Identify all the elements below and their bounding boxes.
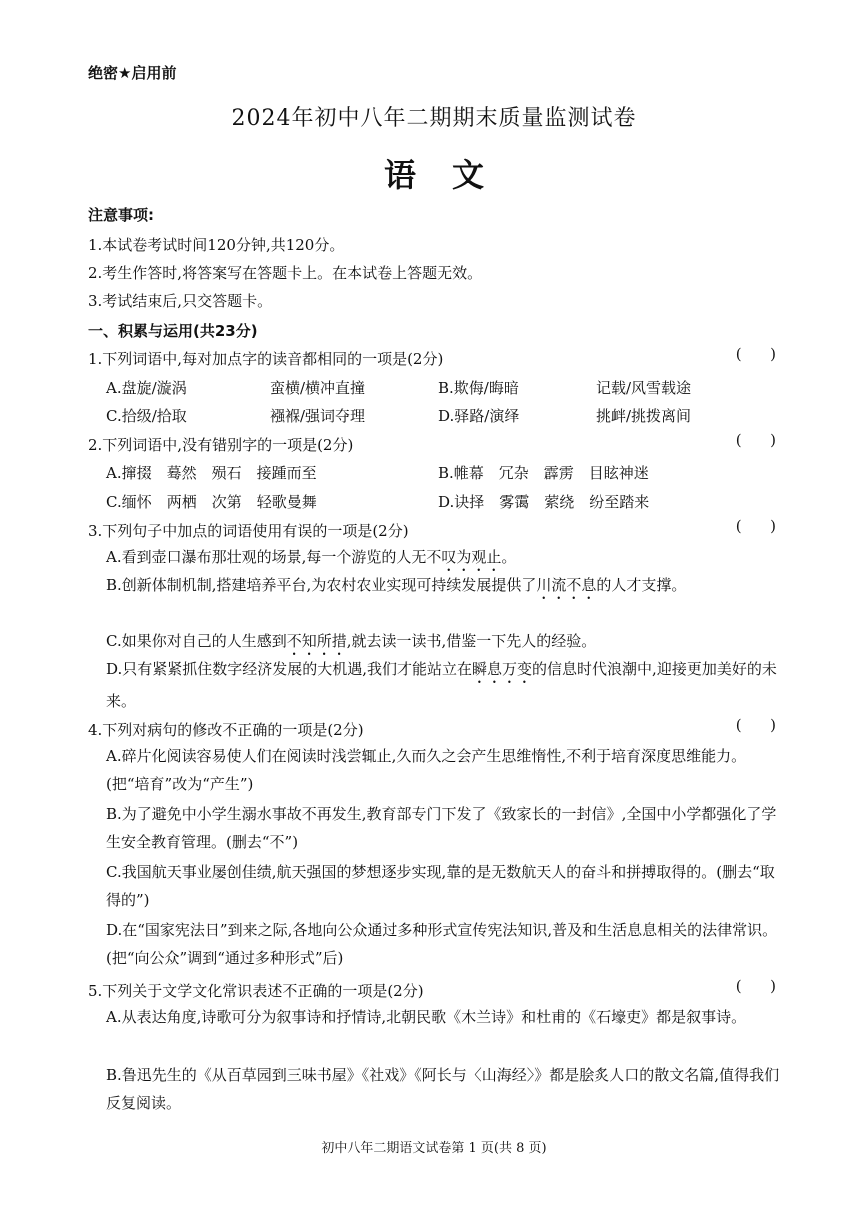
question-4-stem: 4.下列对病句的修改不正确的一项是(2分): [88, 721, 364, 739]
q4-option-c: C.我国航天事业屡创佳绩,航天强国的梦想逐步实现,靠的是无数航天人的奋斗和拼搏取得的。(删去“取得的”): [106, 863, 775, 909]
option-text: B.创新体制机制,搭建培养平台,为农村农业实现可持续发展提供了: [106, 576, 537, 594]
q1-option-b-2: 记载/风雪载途: [596, 379, 692, 397]
q4-option-d: D.在“国家宪法日”到来之际,各地向公众通过多种形式宣传宪法知识,普及和生活息息相关的法律常识。(把“向公众”调到“通过多种形式”后): [106, 921, 778, 967]
exam-title: 2024年初中八年二期期末质量监测试卷: [231, 106, 637, 131]
q5-option-a: A.从表达角度,诗歌可分为叙事诗和抒情诗,北朝民歌《木兰诗》和杜甫的《石壕吏》都是叙事诗。: [106, 1008, 747, 1026]
q1-option-a-1: A.盘旋/漩涡: [106, 379, 187, 397]
q1-option-c-2: 襁褓/强词夺理: [270, 407, 366, 425]
option-text: A.看到壶口瀑布那壮观的场景,每一个游览的人无不: [106, 548, 442, 566]
option-text: 的信息时代浪潮中,迎接更加美好的未来。: [106, 660, 777, 710]
q1-option-d-1: D.驿路/演绎: [438, 407, 520, 425]
option-text: D.只有紧紧抓住数字经济发展的大机遇,我们才能站立在: [106, 660, 473, 678]
q1-option-c-1: C.拾级/拾取: [106, 407, 187, 425]
option-text: 。: [501, 548, 517, 566]
q2-option-c: C.缅怀 两栖 次第 轻歌曼舞: [106, 493, 317, 511]
q2-option-a: A.撺掇 蓦然 殒石 接踵而至: [106, 464, 317, 482]
q5-option-b: B.鲁迅先生的《从百草园到三味书屋》《社戏》《阿长与〈山海经〉》都是脍炙人口的散文名篇,值得我们反复阅读。: [106, 1066, 780, 1112]
dotted-phrase: 川流不息: [536, 576, 597, 594]
q4-option-a: A.碎片化阅读容易使人们在阅读时浅尝辄止,久而久之会产生思维惰性,不利于培育深度思维能力。(把“培育”改为“产生”): [106, 747, 747, 793]
dotted-phrase: 瞬息万变: [472, 660, 533, 678]
question-3-stem: 3.下列句子中加点的词语使用有误的一项是(2分): [88, 522, 409, 540]
notice-heading: 注意事项:: [88, 206, 154, 224]
option-text: 的人才支撑。: [596, 576, 687, 594]
answer-paren: ( ): [735, 431, 776, 449]
dotted-phrase: 不知所措: [286, 632, 347, 650]
q1-option-b-1: B.欺侮/晦暗: [438, 379, 519, 397]
notice-item: 1.本试卷考试时间120分钟,共120分。: [88, 236, 345, 254]
dotted-phrase: 叹为观止: [441, 548, 502, 566]
option-text: C.如果你对自己的人生感到: [106, 632, 287, 650]
q1-option-a-2: 蛮横/横冲直撞: [270, 379, 366, 397]
notice-item: 2.考生作答时,将答案写在答题卡上。在本试卷上答题无效。: [88, 264, 483, 282]
subject-title: 语文: [383, 156, 520, 194]
question-1-stem: 1.下列词语中,每对加点字的读音都相同的一项是(2分): [88, 350, 444, 368]
q4-option-b: B.为了避免中小学生溺水事故不再发生,教育部专门下发了《致家长的一封信》,全国中小学都强化了学生安全教育管理。(删去“不”): [106, 805, 777, 851]
page-footer: 初中八年二期语文试卷第 1 页(共 8 页): [321, 1141, 547, 1156]
q1-option-d-2: 挑衅/挑拨离间: [596, 407, 692, 425]
answer-paren: ( ): [735, 517, 776, 535]
q3-option-d: [106, 655, 782, 715]
answer-paren: ( ): [735, 716, 776, 734]
section-heading: 一、积累与运用(共23分): [88, 322, 258, 340]
confidential-label: 绝密★启用前: [88, 64, 177, 82]
option-text: ,就去读一读书,借鉴一下先人的经验。: [346, 632, 597, 650]
q2-option-d: D.诀择 雾霭 萦绕 纷至踏来: [438, 493, 650, 511]
answer-paren: ( ): [735, 345, 776, 363]
answer-paren: ( ): [735, 977, 776, 995]
notice-item: 3.考试结束后,只交答题卡。: [88, 292, 273, 310]
q2-option-b: B.帷幕 冗杂 霹雳 目眩神迷: [438, 464, 649, 482]
q3-option-b: [106, 571, 782, 603]
question-5-stem: 5.下列关于文学文化常识表述不正确的一项是(2分): [88, 982, 424, 1000]
question-2-stem: 2.下列词语中,没有错别字的一项是(2分): [88, 436, 354, 454]
